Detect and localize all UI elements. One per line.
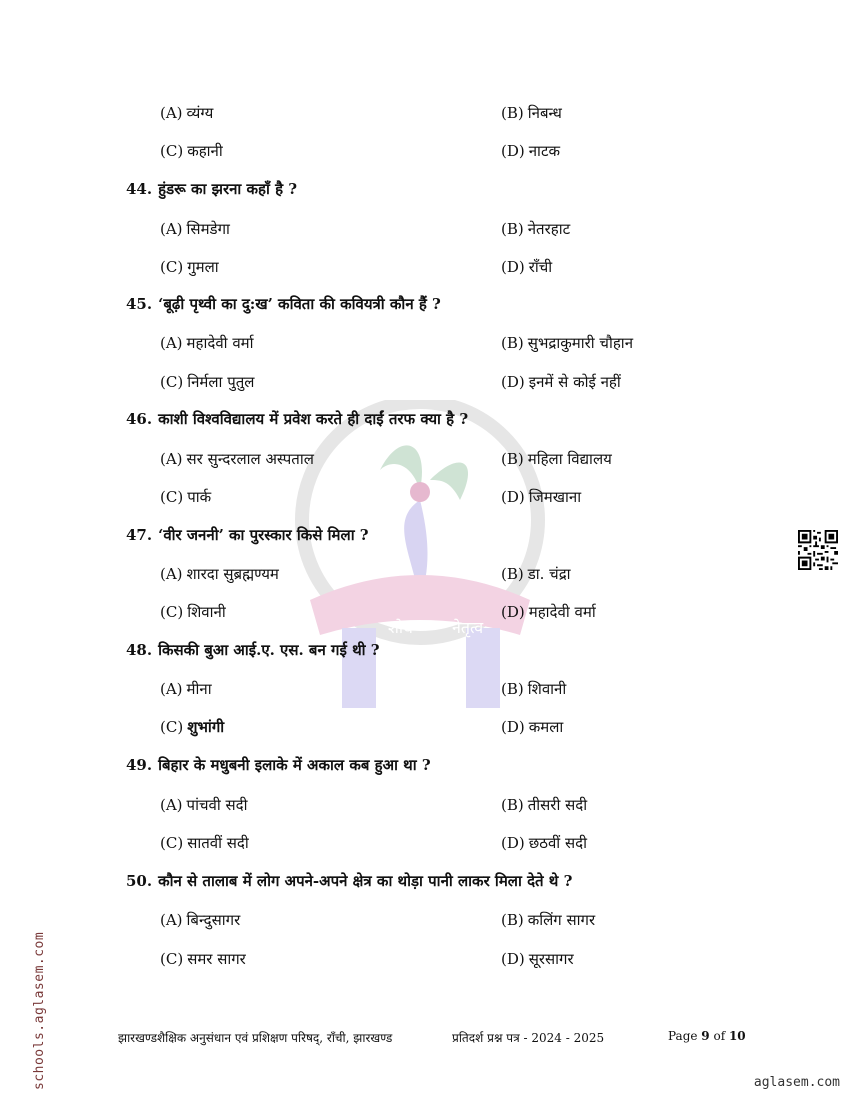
qr-code-icon <box>798 530 838 570</box>
option-b <box>501 103 562 123</box>
option-text: पांचवी सदी <box>186 796 248 814</box>
option-text: कमला <box>528 718 564 736</box>
option-c <box>160 487 211 507</box>
option-label: (A) <box>160 565 183 583</box>
question-number: 45. <box>126 295 153 313</box>
option-d <box>501 487 581 507</box>
option-label: (D) <box>501 373 525 391</box>
option-d <box>501 602 596 622</box>
option-label: (B) <box>501 104 524 122</box>
option-label: (C) <box>160 834 184 852</box>
option-c <box>160 949 246 969</box>
option-text: महादेवी वर्मा <box>528 603 596 621</box>
side-watermark-url <box>10 900 47 1090</box>
option-label: (D) <box>501 142 525 160</box>
option-label: (A) <box>160 334 183 352</box>
option-label: (C) <box>160 488 184 506</box>
option-label: (A) <box>160 104 183 122</box>
option-label: (D) <box>501 258 525 276</box>
option-label: (D) <box>501 950 525 968</box>
question-45 <box>126 294 441 314</box>
option-label: (D) <box>501 834 525 852</box>
option-d <box>501 717 563 737</box>
option-text: शारदा सुब्रह्मण्यम <box>186 565 279 583</box>
option-text: जिमखाना <box>528 488 582 506</box>
watermark-word-1: शोध <box>388 618 413 637</box>
question-text: ‘बूढ़ी पृथ्वी का दु:ख’ कविता की कवियत्री कौन हैं ? <box>158 295 441 313</box>
option-text: पार्क <box>187 488 212 506</box>
page-current: 9 <box>701 1029 710 1043</box>
organisation-logo-watermark <box>270 400 570 720</box>
option-label: (C) <box>160 142 184 160</box>
option-label: (B) <box>501 796 524 814</box>
page-of: of <box>709 1029 729 1043</box>
option-b <box>501 333 633 353</box>
option-c <box>160 257 219 277</box>
option-label: (D) <box>501 488 525 506</box>
question-text: बिहार के मधुबनी इलाके में अकाल कब हुआ था ? <box>158 756 431 774</box>
question-number: 44. <box>126 180 153 198</box>
option-text: सुभद्राकुमारी चौहान <box>527 334 634 352</box>
page-prefix: Page <box>668 1029 702 1043</box>
option-text: कहानी <box>187 142 223 160</box>
option-text: सर सुन्दरलाल अस्पताल <box>186 450 314 468</box>
option-c <box>160 717 224 737</box>
option-d <box>501 257 552 277</box>
option-text: महिला विद्यालय <box>527 450 612 468</box>
option-label: (A) <box>160 911 183 929</box>
option-text: व्यंग्य <box>186 104 214 122</box>
option-text: राँची <box>528 258 553 276</box>
option-label: (A) <box>160 450 183 468</box>
option-a <box>160 679 212 699</box>
question-50 <box>126 871 572 891</box>
option-text: शुभांगी <box>187 718 225 736</box>
option-text: निर्मला पुतुल <box>187 373 255 391</box>
option-label: (D) <box>501 718 525 736</box>
option-d <box>501 949 574 969</box>
option-b <box>501 910 595 930</box>
option-label: (B) <box>501 911 524 929</box>
option-text: बिन्दुसागर <box>186 911 241 929</box>
option-text: नेतरहाट <box>527 220 571 238</box>
option-label: (C) <box>160 258 184 276</box>
option-label: (B) <box>501 680 524 698</box>
question-48 <box>126 640 380 660</box>
option-label: (B) <box>501 450 524 468</box>
side-url-text: schools.aglasem.com <box>32 931 47 1090</box>
option-text: मीना <box>186 680 212 698</box>
question-text: ‘वीर जननी’ का पुरस्कार किसे मिला ? <box>158 526 369 544</box>
option-label: (D) <box>501 603 525 621</box>
option-c <box>160 833 249 853</box>
option-text: नाटक <box>528 142 561 160</box>
option-b <box>501 679 566 699</box>
option-label: (B) <box>501 565 524 583</box>
option-a <box>160 564 279 584</box>
question-46 <box>126 409 468 429</box>
option-label: (B) <box>501 334 524 352</box>
option-a <box>160 333 254 353</box>
option-label: (C) <box>160 603 184 621</box>
option-text: सातवीं सदी <box>187 834 249 852</box>
option-text: महादेवी वर्मा <box>186 334 254 352</box>
option-b <box>501 449 612 469</box>
page-total: 10 <box>728 1029 746 1043</box>
option-b <box>501 795 587 815</box>
footer-organisation: झारखण्डशैक्षिक अनुसंधान एवं प्रशिक्षण परिषद्, राँची, झारखण्ड <box>118 1031 393 1045</box>
option-text: तीसरी सदी <box>527 796 588 814</box>
question-number: 48. <box>126 641 153 659</box>
option-label: (C) <box>160 718 184 736</box>
option-a <box>160 795 247 815</box>
option-text: गुमला <box>187 258 219 276</box>
option-text: समर सागर <box>187 950 246 968</box>
option-label: (C) <box>160 950 184 968</box>
question-text: कौन से तालाब में लोग अपने-अपने क्षेत्र का थोड़ा पानी लाकर मिला देते थे ? <box>158 872 573 890</box>
question-number: 47. <box>126 526 153 544</box>
question-text: काशी विश्वविद्यालय में प्रवेश करते ही दाईं तरफ क्या है ? <box>158 410 469 428</box>
option-a <box>160 910 240 930</box>
option-text: शिवानी <box>187 603 226 621</box>
option-c <box>160 141 223 161</box>
question-47 <box>126 525 369 545</box>
option-text: इनमें से कोई नहीं <box>528 373 621 391</box>
option-text: सिमडेगा <box>186 220 230 238</box>
brand-url: aglasem.com <box>753 1075 840 1090</box>
question-number: 46. <box>126 410 153 428</box>
option-text: डा. चंद्रा <box>527 565 571 583</box>
option-label: (C) <box>160 373 184 391</box>
option-d <box>501 833 587 853</box>
option-label: (A) <box>160 680 183 698</box>
option-text: शिवानी <box>527 680 567 698</box>
question-49 <box>126 755 431 775</box>
option-b <box>501 564 571 584</box>
option-c <box>160 602 226 622</box>
question-text: किसकी बुआ आई.ए. एस. बन गई थी ? <box>158 641 380 659</box>
question-number: 49. <box>126 756 153 774</box>
option-d <box>501 141 560 161</box>
option-a <box>160 449 314 469</box>
option-a <box>160 103 213 123</box>
option-label: (B) <box>501 220 524 238</box>
option-c <box>160 372 254 392</box>
option-a <box>160 219 230 239</box>
option-text: छठवीं सदी <box>528 834 587 852</box>
question-number: 50. <box>126 872 153 890</box>
footer-page-number <box>668 1029 746 1043</box>
question-text: हुंडरू का झरना कहाँ है ? <box>158 180 298 198</box>
option-text: कलिंग सागर <box>527 911 596 929</box>
watermark-word-2: नेतृत्व <box>452 618 484 637</box>
option-label: (A) <box>160 796 183 814</box>
question-44 <box>126 179 297 199</box>
option-d <box>501 372 621 392</box>
option-label: (A) <box>160 220 183 238</box>
option-text: सूरसागर <box>528 950 574 968</box>
footer-paper-title: प्रतिदर्श प्रश्न पत्र - 2024 - 2025 <box>452 1031 605 1045</box>
option-text: निबन्ध <box>527 104 562 122</box>
option-b <box>501 219 570 239</box>
